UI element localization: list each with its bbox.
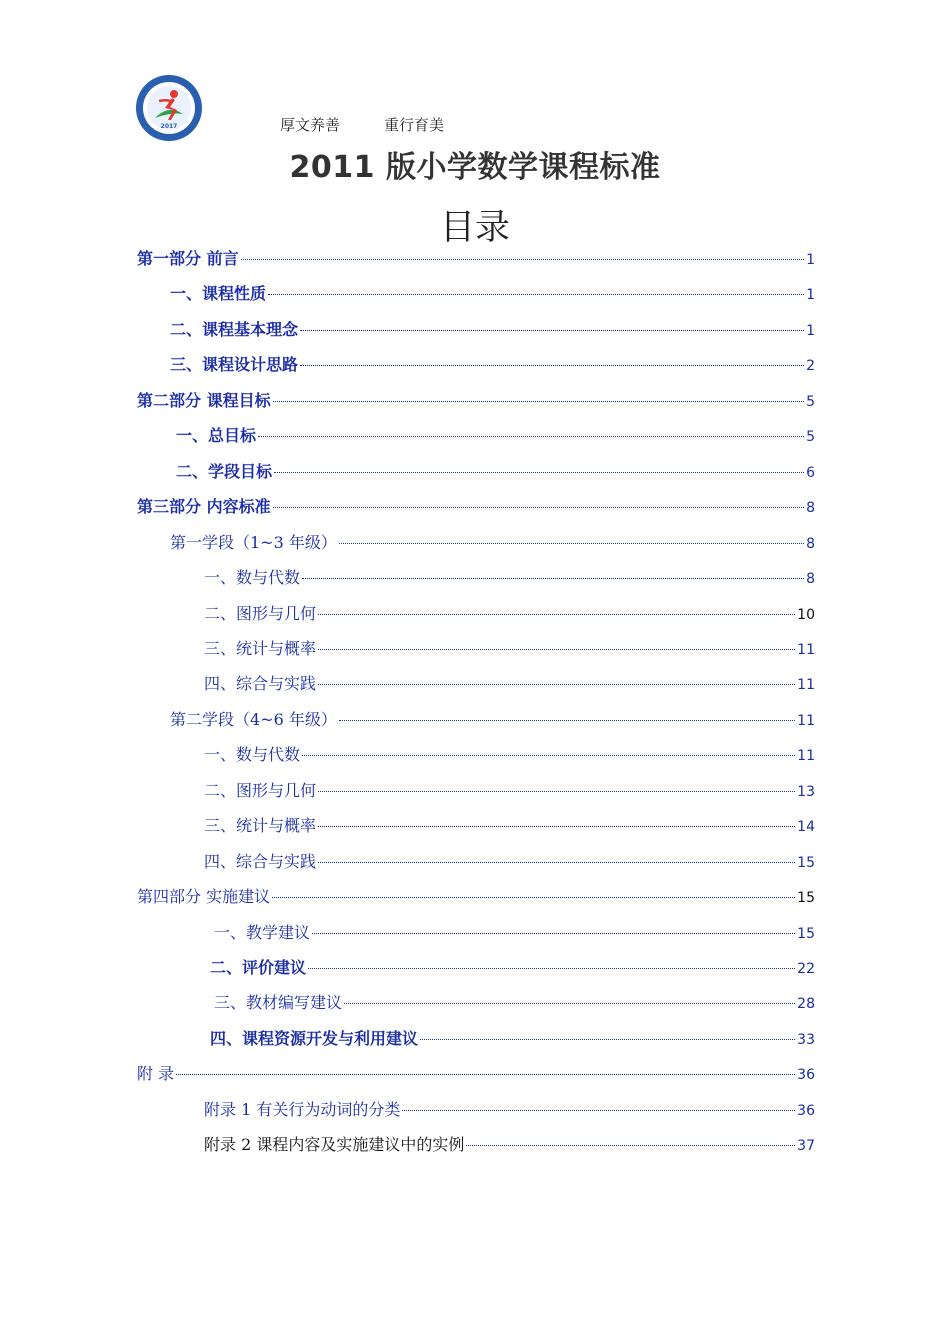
toc-entry-page: 1 (806, 287, 815, 304)
toc-entry-page: 11 (797, 641, 815, 658)
motto-left: 厚文养善 (280, 116, 341, 134)
toc-entry-label: 四、综合与实践 (204, 851, 317, 871)
toc-dot-leader (302, 754, 795, 756)
toc-entry-page: 14 (797, 819, 815, 836)
toc-entry-page: 15 (797, 925, 815, 942)
toc-entry[interactable] (137, 884, 815, 912)
toc-entry-page: 36 (797, 1102, 815, 1119)
toc-dot-leader (420, 1038, 795, 1040)
toc-entry-label: 一、课程性质 (170, 284, 267, 304)
toc-entry-label: 二、学段目标 (176, 461, 273, 481)
toc-entry[interactable] (204, 813, 815, 841)
toc-entry-page: 15 (797, 890, 815, 907)
toc-entry-page: 36 (797, 1067, 815, 1084)
toc-entry-label: 二、课程基本理念 (170, 319, 299, 339)
toc-dot-leader (258, 435, 804, 437)
toc-entry[interactable] (170, 317, 815, 345)
toc-entry-page: 28 (797, 996, 815, 1013)
toc-dot-leader (402, 1109, 795, 1111)
toc-dot-leader (308, 967, 795, 969)
toc-entry[interactable] (137, 1061, 815, 1089)
toc-entry-label: 一、数与代数 (204, 568, 301, 588)
toc-dot-leader (274, 471, 804, 473)
toc-entry[interactable] (204, 1097, 815, 1125)
toc-entry-label: 第三部分 内容标准 (137, 497, 271, 517)
toc-entry-label: 第二部分 课程目标 (137, 390, 271, 410)
toc-entry-page: 1 (806, 322, 815, 339)
toc-entry[interactable] (210, 955, 815, 983)
toc-entry[interactable] (176, 459, 815, 487)
toc-entry[interactable] (214, 920, 815, 948)
logo-year: 2017 (160, 123, 178, 130)
toc-entry[interactable] (176, 423, 815, 451)
toc-entry-page: 5 (806, 393, 815, 410)
toc-entry-label: 三、统计与概率 (204, 638, 317, 658)
toc-dot-leader (302, 577, 804, 579)
toc-entry-page: 37 (797, 1138, 815, 1155)
toc-entry-page: 2 (806, 358, 815, 375)
toc-entry[interactable] (204, 1132, 815, 1160)
school-logo (135, 74, 203, 142)
toc-entry[interactable] (137, 494, 815, 522)
toc-dot-leader (339, 719, 795, 721)
toc-entry-page: 6 (806, 464, 815, 481)
toc-dot-leader (318, 825, 795, 827)
toc-dot-leader (312, 932, 795, 934)
toc-entry-label: 一、总目标 (176, 426, 257, 446)
toc-entry-label: 第一部分 前言 (137, 249, 239, 268)
toc-entry-page: 15 (797, 854, 815, 871)
toc-entry-label: 三、教材编写建议 (214, 993, 343, 1013)
toc-entry-page: 11 (797, 748, 815, 765)
toc-entry-page: 33 (797, 1031, 815, 1048)
toc-entry-label: 第四部分 实施建议 (137, 887, 271, 907)
document-title: 2011 版小学数学课程标准 (289, 150, 661, 185)
toc-entry-label: 附录 2 课程内容及实施建议中的实例 (204, 1135, 465, 1155)
toc-dot-leader (339, 542, 804, 544)
toc-entry-page: 22 (797, 961, 815, 977)
toc-entry-page: 13 (797, 783, 815, 800)
toc-entry-label: 三、统计与概率 (204, 816, 317, 836)
toc-entry-page: 8 (806, 571, 815, 588)
toc-entry[interactable] (170, 530, 815, 558)
toc-dot-leader (272, 896, 795, 898)
toc-dot-leader (273, 506, 805, 508)
toc-entry[interactable] (170, 281, 815, 309)
toc-dot-leader (176, 1073, 795, 1075)
toc-entry[interactable] (204, 565, 815, 593)
toc-entry-label: 二、图形与几何 (204, 603, 317, 623)
toc-entry-page: 11 (797, 712, 815, 729)
motto-right: 重行育美 (384, 116, 445, 134)
toc-entry[interactable] (170, 707, 815, 735)
toc-entry-page: 1 (806, 252, 815, 268)
toc-dot-leader (318, 613, 795, 615)
toc-entry-page: 5 (806, 429, 815, 446)
toc-entry[interactable] (204, 636, 815, 664)
toc-entry[interactable] (170, 352, 815, 380)
toc-heading: 目录 (439, 208, 510, 248)
toc-entry-label: 四、综合与实践 (204, 674, 317, 694)
toc-dot-leader (466, 1144, 795, 1146)
toc-dot-leader (318, 790, 795, 792)
toc-entry-label: 一、教学建议 (214, 922, 311, 942)
toc-dot-leader (241, 258, 805, 260)
toc-entry[interactable] (204, 849, 815, 877)
toc-entry-label: 三、课程设计思路 (170, 355, 299, 375)
toc-dot-leader (300, 364, 804, 366)
toc-dot-leader (318, 648, 795, 650)
toc-dot-leader (300, 329, 804, 331)
toc-entry[interactable] (210, 1026, 815, 1054)
toc-entry[interactable] (137, 388, 815, 416)
toc-dot-leader (318, 861, 795, 863)
toc-entry[interactable] (204, 671, 815, 699)
toc-entry-label: 二、图形与几何 (204, 780, 317, 800)
toc-entry[interactable] (204, 601, 815, 629)
toc-entry-label: 附 录 (137, 1064, 175, 1084)
school-motto (280, 114, 444, 135)
toc-entry-label: 四、课程资源开发与利用建议 (210, 1028, 419, 1048)
toc-entry-page: 10 (797, 606, 815, 623)
toc-entry[interactable] (214, 990, 815, 1018)
toc-entry-page: 8 (806, 535, 815, 552)
toc-entry-page: 8 (806, 500, 815, 517)
toc-dot-leader (318, 683, 795, 685)
toc-entry-label: 附录 1 有关行为动词的分类 (204, 1099, 401, 1119)
toc-entry-page: 11 (797, 677, 815, 694)
toc-dot-leader (344, 1002, 795, 1004)
toc-entry[interactable] (204, 742, 815, 770)
toc-dot-leader (273, 400, 805, 402)
toc-entry-label: 一、数与代数 (204, 745, 301, 765)
toc-entry[interactable] (137, 246, 815, 274)
toc-entry-label: 第一学段（1~3 年级） (170, 532, 337, 552)
toc-entry-label: 第二学段（4~6 年级） (170, 709, 337, 729)
toc-entry-label: 二、评价建议 (210, 958, 307, 977)
toc-entry[interactable] (204, 778, 815, 806)
toc-dot-leader (268, 293, 804, 295)
